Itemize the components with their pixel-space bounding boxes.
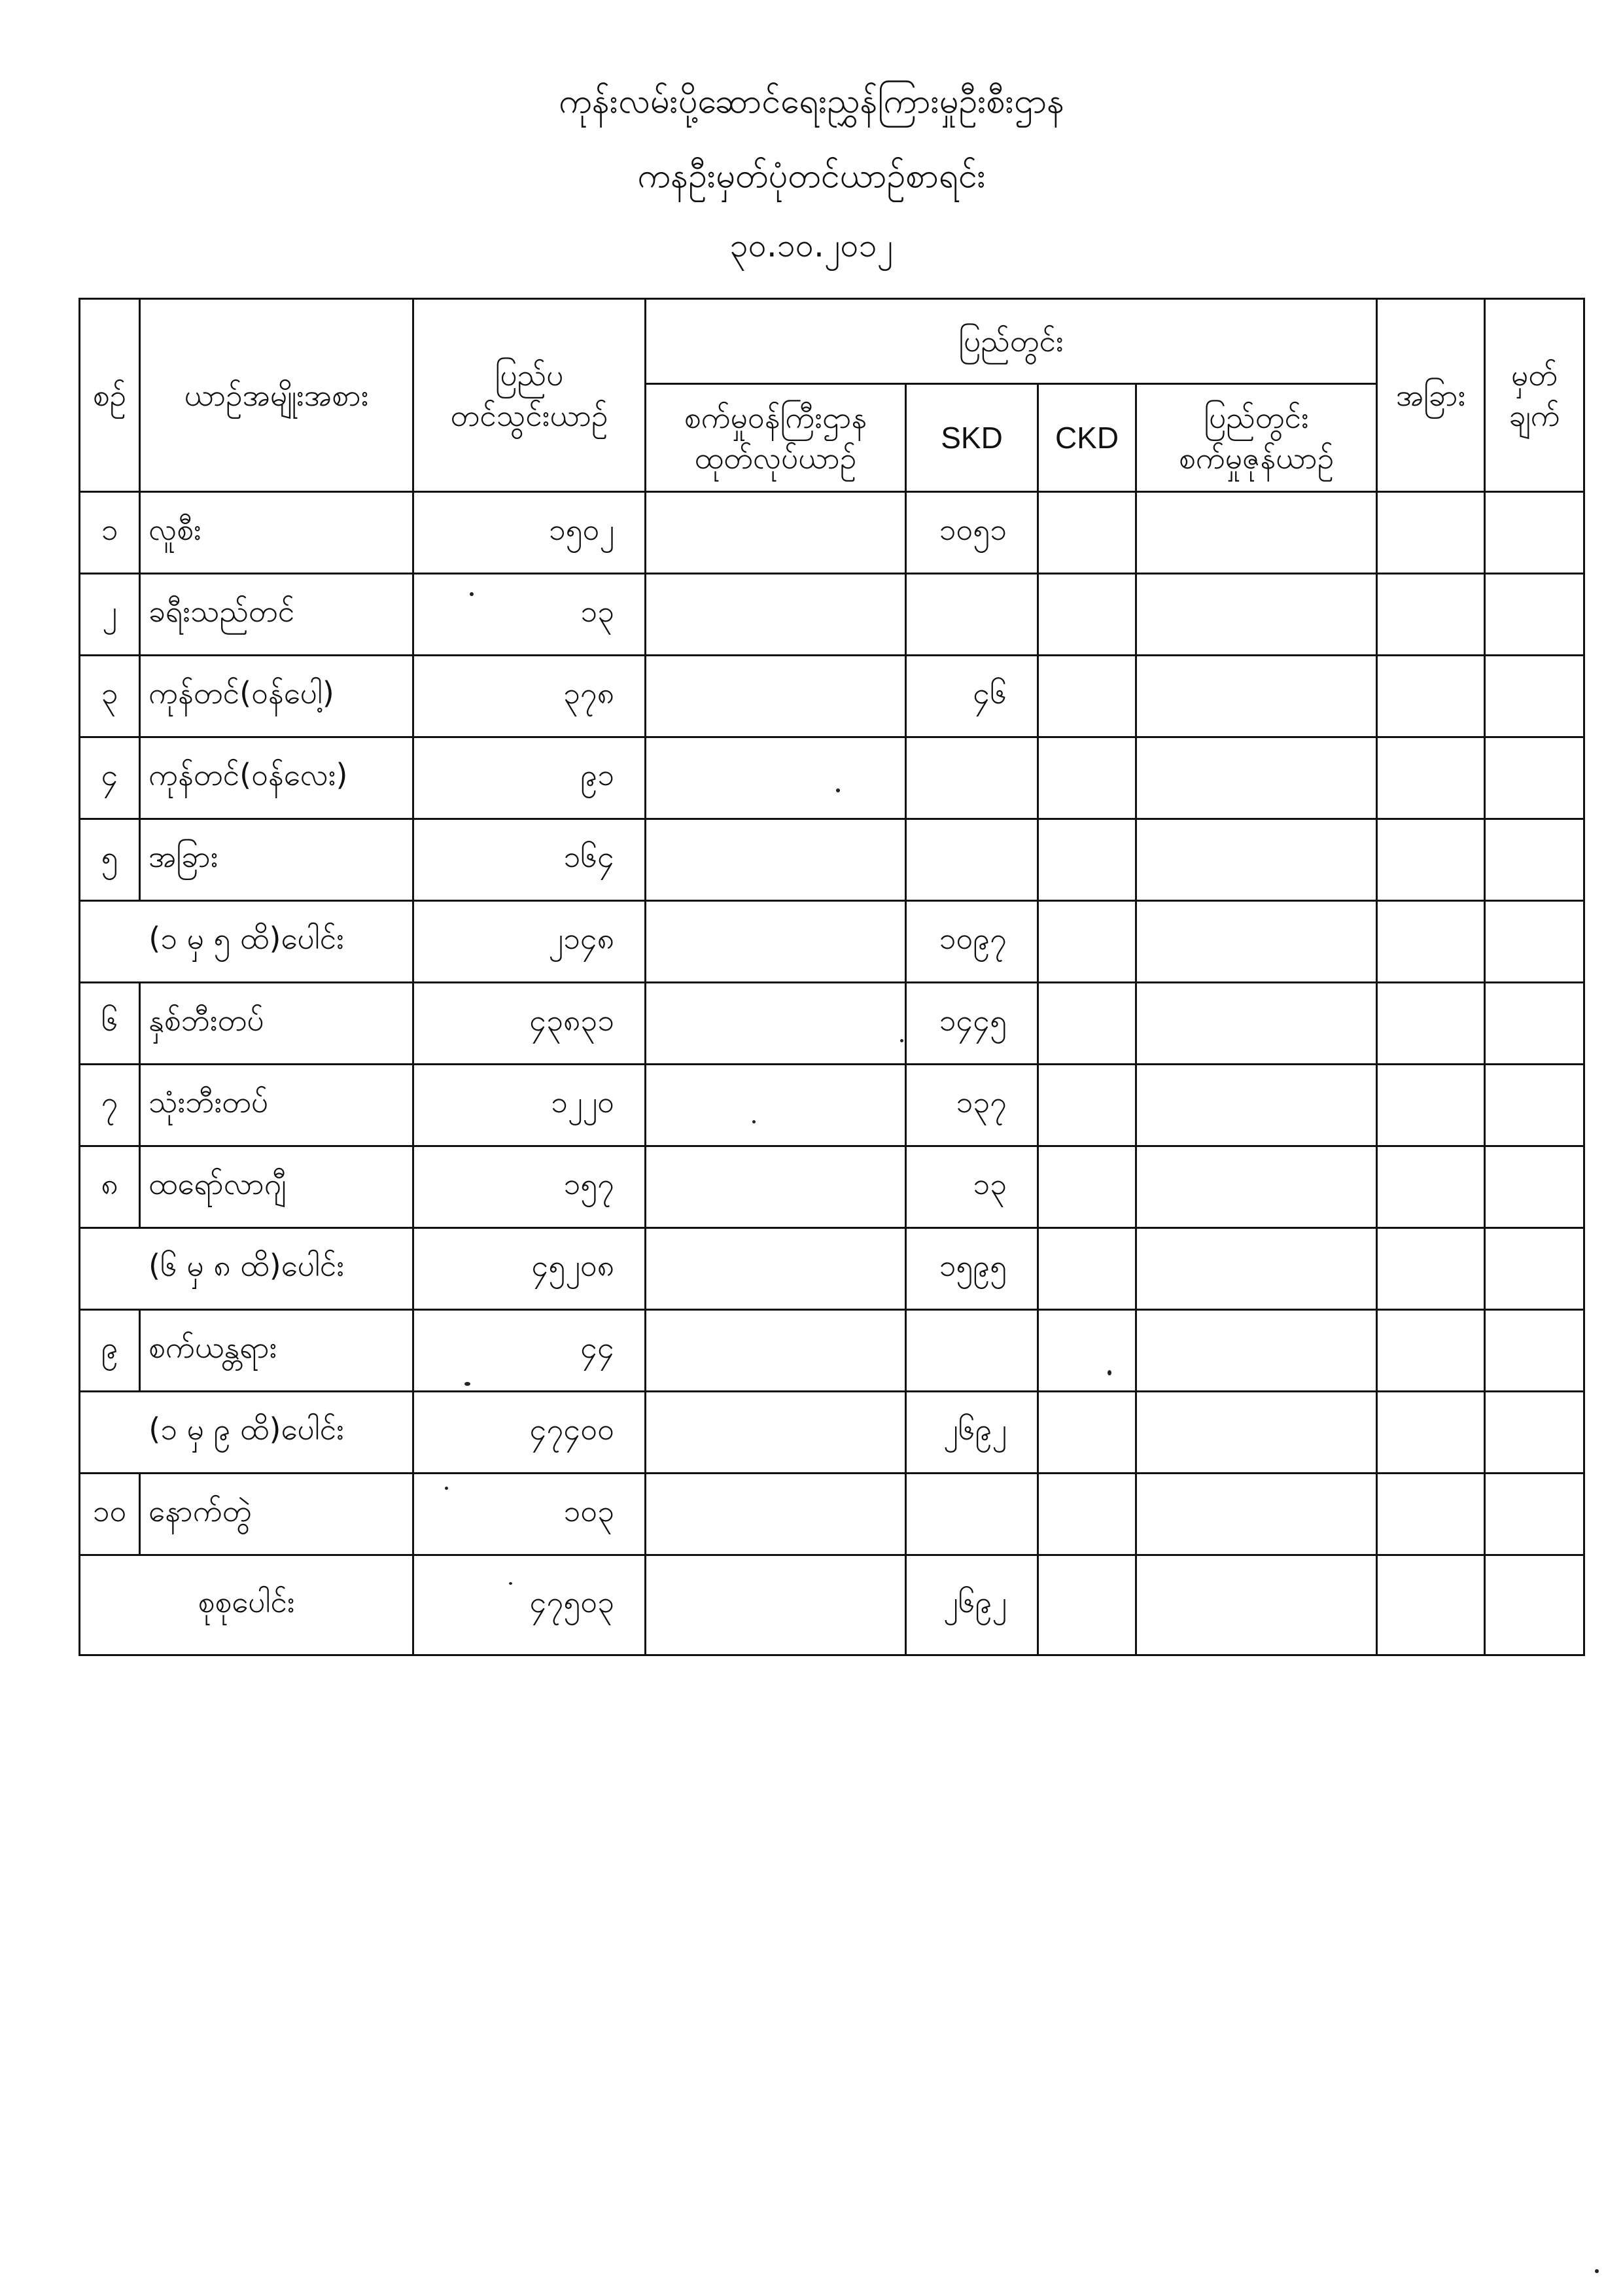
header-vehicle-type: ယာဉ်အမျိုးအစား	[140, 299, 413, 492]
row-ministry-built	[646, 1310, 906, 1392]
row-number: ၇	[80, 1065, 140, 1146]
row-remarks	[1485, 574, 1584, 656]
report-title: ကနဦးမှတ်ပုံတင်ယာဉ်စာရင်း	[637, 156, 986, 196]
row-ckd	[1038, 901, 1136, 983]
row-ckd	[1038, 656, 1136, 737]
row-ministry-built	[646, 1474, 906, 1555]
total-label: စုစုပေါင်း	[80, 1555, 413, 1655]
row-imported: ၄၅၂၀၈	[413, 1228, 646, 1310]
row-ministry-built	[646, 492, 906, 574]
row-ckd	[1038, 1146, 1136, 1228]
row-remarks	[1485, 1065, 1584, 1146]
row-label: (၆ မှ ၈ ထိ)ပေါင်း	[80, 1228, 413, 1310]
scan-speck	[752, 1120, 756, 1123]
row-domestic-industrial	[1136, 1065, 1377, 1146]
row-skd: ၁၃၇	[906, 1065, 1038, 1146]
table-row	[80, 737, 1584, 819]
row-vehicle-type: ကုန်တင်(ဝန်လေး)	[140, 737, 413, 819]
row-other	[1377, 574, 1485, 656]
row-ministry-built	[646, 983, 906, 1065]
row-imported: ၄၃၈၃၁	[413, 983, 646, 1065]
row-other	[1377, 737, 1485, 819]
header-no: စဉ်	[80, 299, 140, 492]
row-skd: ၁၅၉၅	[906, 1228, 1038, 1310]
row-remarks	[1485, 492, 1584, 574]
row-number: ၉	[80, 1310, 140, 1392]
header-domestic-industrial: ပြည်တွင်း စက်မှုဇုန်ယာဉ်	[1136, 384, 1377, 492]
row-remarks	[1485, 901, 1584, 983]
row-skd: ၁၀၉၇	[906, 901, 1038, 983]
registration-table	[79, 298, 1585, 1656]
table-row	[80, 983, 1584, 1065]
scan-speck	[900, 1039, 903, 1042]
row-other	[1377, 1146, 1485, 1228]
row-ministry-built	[646, 1228, 906, 1310]
row-imported: ၁၀၃	[413, 1474, 646, 1555]
row-other	[1377, 1228, 1485, 1310]
row-domestic-industrial	[1136, 492, 1377, 574]
subtotal-row	[80, 1392, 1584, 1474]
total-row	[80, 1555, 1584, 1655]
row-imported: ၂၁၄၈	[413, 901, 646, 983]
header-ministry-built: စက်မှုဝန်ကြီးဌာန ထုတ်လုပ်ယာဉ်	[646, 384, 906, 492]
row-domestic-industrial	[1136, 983, 1377, 1065]
scan-speck	[509, 1582, 512, 1585]
row-label: (၁ မှ ၉ ထိ)ပေါင်း	[80, 1392, 413, 1474]
row-ministry-built	[646, 819, 906, 901]
row-domestic-industrial	[1136, 1146, 1377, 1228]
row-remarks	[1485, 1474, 1584, 1555]
row-other	[1377, 1392, 1485, 1474]
table-row	[80, 656, 1584, 737]
row-number: ၃	[80, 656, 140, 737]
row-number: ၈	[80, 1146, 140, 1228]
row-skd: ၂၆၉၂	[906, 1392, 1038, 1474]
row-domestic-industrial	[1136, 1474, 1377, 1555]
row-remarks	[1485, 1228, 1584, 1310]
total-other	[1377, 1555, 1485, 1655]
row-skd: ၁၄၄၅	[906, 983, 1038, 1065]
row-other	[1377, 1474, 1485, 1555]
row-skd	[906, 574, 1038, 656]
total-skd: ၂၆၉၂	[906, 1555, 1038, 1655]
table-row	[80, 1146, 1584, 1228]
row-other	[1377, 819, 1485, 901]
row-ministry-built	[646, 1392, 906, 1474]
row-skd	[906, 819, 1038, 901]
row-vehicle-type: နောက်တွဲ	[140, 1474, 413, 1555]
row-ckd	[1038, 1474, 1136, 1555]
row-other	[1377, 492, 1485, 574]
scan-speck	[445, 1487, 448, 1490]
row-skd	[906, 1310, 1038, 1392]
row-vehicle-type: အခြား	[140, 819, 413, 901]
table-row	[80, 492, 1584, 574]
row-number: ၅	[80, 819, 140, 901]
row-vehicle-type: ခရီးသည်တင်	[140, 574, 413, 656]
row-ckd	[1038, 983, 1136, 1065]
row-ckd	[1038, 492, 1136, 574]
scan-speck	[1595, 2269, 1599, 2273]
row-imported: ၁၅၀၂	[413, 492, 646, 574]
total-ministry-built	[646, 1555, 906, 1655]
row-domestic-industrial	[1136, 819, 1377, 901]
table-row	[80, 819, 1584, 901]
row-imported: ၉၁	[413, 737, 646, 819]
subtotal-row	[80, 1228, 1584, 1310]
row-vehicle-type: ကုန်တင်(ဝန်ပေါ့)	[140, 656, 413, 737]
row-ckd	[1038, 1392, 1136, 1474]
total-remarks	[1485, 1555, 1584, 1655]
header-other: အခြား	[1377, 299, 1485, 492]
row-vehicle-type: ထရော်လာဂျီ	[140, 1146, 413, 1228]
row-other	[1377, 1310, 1485, 1392]
row-other	[1377, 656, 1485, 737]
total-imported: ၄၇၅၀၃	[413, 1555, 646, 1655]
row-imported: ၁၃	[413, 574, 646, 656]
header-ckd: CKD	[1038, 384, 1136, 492]
header-domestic: ပြည်တွင်း	[646, 299, 1377, 384]
row-domestic-industrial	[1136, 656, 1377, 737]
row-vehicle-type: သုံးဘီးတပ်	[140, 1065, 413, 1146]
department-title: ကုန်းလမ်းပို့ဆောင်ရေးညွှန်ကြားမှုဦးစီးဌာန	[558, 82, 1065, 121]
row-remarks	[1485, 656, 1584, 737]
row-ministry-built	[646, 1146, 906, 1228]
table-row	[80, 1474, 1584, 1555]
header-remarks: မှတ် ချက်	[1485, 299, 1584, 492]
table-row	[80, 1310, 1584, 1392]
header-skd: SKD	[906, 384, 1038, 492]
row-vehicle-type: လူစီး	[140, 492, 413, 574]
row-vehicle-type: စက်ယန္တရား	[140, 1310, 413, 1392]
row-other	[1377, 1065, 1485, 1146]
row-imported: ၁၆၄	[413, 819, 646, 901]
row-ministry-built	[646, 574, 906, 656]
row-skd: ၁၃	[906, 1146, 1038, 1228]
row-domestic-industrial	[1136, 737, 1377, 819]
row-remarks	[1485, 819, 1584, 901]
row-ministry-built	[646, 737, 906, 819]
row-domestic-industrial	[1136, 1310, 1377, 1392]
row-number: ၁	[80, 492, 140, 574]
scan-speck	[470, 592, 474, 596]
row-imported: ၁၅၇	[413, 1146, 646, 1228]
row-imported: ၄၇၄၀၀	[413, 1392, 646, 1474]
row-other	[1377, 901, 1485, 983]
row-remarks	[1485, 1146, 1584, 1228]
row-remarks	[1485, 737, 1584, 819]
header-imported: ပြည်ပ တင်သွင်းယာဉ်	[413, 299, 646, 492]
row-ministry-built	[646, 656, 906, 737]
row-domestic-industrial	[1136, 1392, 1377, 1474]
row-domestic-industrial	[1136, 574, 1377, 656]
table-row	[80, 1065, 1584, 1146]
row-ministry-built	[646, 1065, 906, 1146]
scan-speck	[1108, 1370, 1111, 1375]
row-domestic-industrial	[1136, 1228, 1377, 1310]
row-number: ၁၀	[80, 1474, 140, 1555]
row-number: ၂	[80, 574, 140, 656]
row-ministry-built	[646, 901, 906, 983]
row-imported: ၄၄	[413, 1310, 646, 1392]
row-domestic-industrial	[1136, 901, 1377, 983]
scan-speck	[836, 788, 840, 792]
row-skd	[906, 737, 1038, 819]
row-label: (၁ မှ ၅ ထိ)ပေါင်း	[80, 901, 413, 983]
row-number: ၆	[80, 983, 140, 1065]
row-imported: ၃၇၈	[413, 656, 646, 737]
row-ckd	[1038, 1228, 1136, 1310]
table-row	[80, 574, 1584, 656]
scan-speck	[464, 1382, 470, 1386]
row-ckd	[1038, 737, 1136, 819]
row-other	[1377, 983, 1485, 1065]
report-date: ၃၀.၁၀.၂၀၁၂	[729, 226, 894, 264]
row-vehicle-type: နှစ်ဘီးတပ်	[140, 983, 413, 1065]
row-ckd	[1038, 1310, 1136, 1392]
row-number: ၄	[80, 737, 140, 819]
row-imported: ၁၂၂၀	[413, 1065, 646, 1146]
row-skd	[906, 1474, 1038, 1555]
row-skd: ၄၆	[906, 656, 1038, 737]
row-skd: ၁၀၅၁	[906, 492, 1038, 574]
row-remarks	[1485, 1310, 1584, 1392]
subtotal-row	[80, 901, 1584, 983]
row-ckd	[1038, 1065, 1136, 1146]
row-ckd	[1038, 574, 1136, 656]
row-ckd	[1038, 819, 1136, 901]
table-body	[80, 492, 1584, 1655]
row-remarks	[1485, 983, 1584, 1065]
total-ckd	[1038, 1555, 1136, 1655]
row-remarks	[1485, 1392, 1584, 1474]
total-domestic-industrial	[1136, 1555, 1377, 1655]
